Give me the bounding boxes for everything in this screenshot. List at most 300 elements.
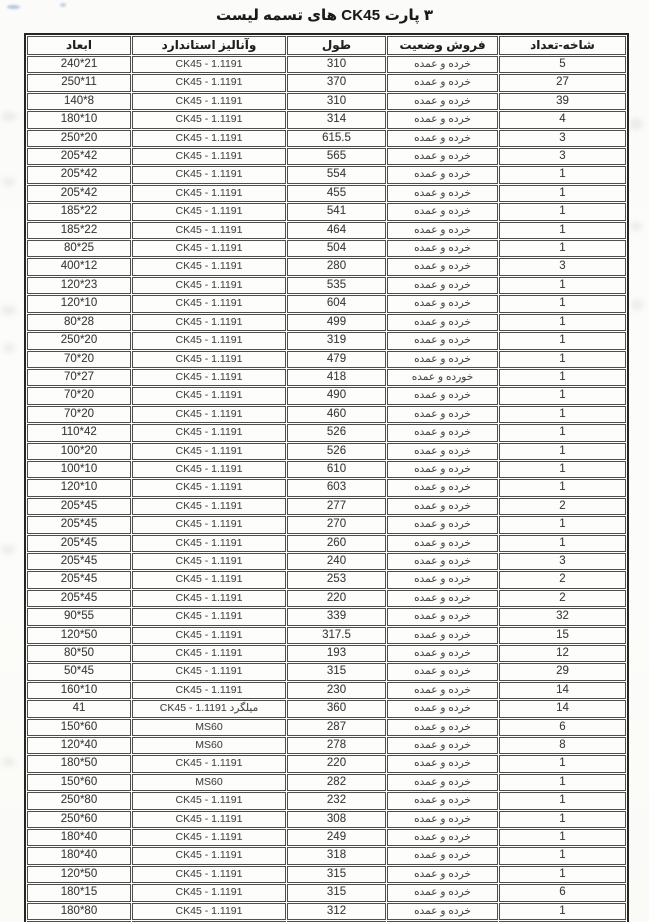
standard-cell: MS60 (132, 719, 286, 736)
dimensions-cell: 100*10 (27, 461, 131, 478)
count-cell: 1 (499, 774, 626, 791)
table-row (27, 369, 626, 386)
standard-cell: CK45 - 1.1191 (132, 627, 286, 644)
standard-cell: CK45 - 1.1191 (132, 884, 286, 901)
dimensions-cell: 160*10 (27, 682, 131, 699)
standard-cell: CK45 - 1.1191 (132, 295, 286, 312)
length-cell: 610 (287, 461, 386, 478)
length-cell: 317.5 (287, 627, 386, 644)
dimensions-cell: 180*80 (27, 903, 131, 920)
status-cell: عمده و خرده (387, 461, 498, 478)
standard-cell: CK45 - 1.1191 (132, 829, 286, 846)
length-cell: 220 (287, 590, 386, 607)
count-cell: 1 (499, 516, 626, 533)
table-row (27, 663, 626, 680)
count-cell: 1 (499, 387, 626, 404)
dimensions-cell: 205*45 (27, 498, 131, 515)
header-sales-status: وضعیت فروش (387, 36, 498, 55)
table-row (27, 443, 626, 460)
status-cell: عمده و خرده (387, 443, 498, 460)
dimensions-cell: 120*10 (27, 295, 131, 312)
count-cell: 3 (499, 258, 626, 275)
status-cell: عمده و خرده (387, 203, 498, 220)
standard-cell: CK45 - 1.1191 (132, 847, 286, 864)
length-cell: 418 (287, 369, 386, 386)
length-cell: 604 (287, 295, 386, 312)
table-row (27, 130, 626, 147)
status-cell: عمده و خرده (387, 222, 498, 239)
table-row (27, 553, 626, 570)
dimensions-cell: 250*20 (27, 130, 131, 147)
length-cell: 232 (287, 792, 386, 809)
table-row (27, 774, 626, 791)
status-cell: عمده و خرده (387, 185, 498, 202)
status-cell: عمده و خرده (387, 295, 498, 312)
count-cell: 3 (499, 553, 626, 570)
length-cell: 490 (287, 387, 386, 404)
table-row (27, 571, 626, 588)
standard-cell: CK45 - 1.1191 (132, 811, 286, 828)
status-cell: عمده و خرده (387, 332, 498, 349)
header-length: طول (287, 36, 386, 55)
status-cell: عمده و خرده (387, 111, 498, 128)
table-row (27, 811, 626, 828)
table-row (27, 351, 626, 368)
header-standard-analysis: استاندارد وآنالیز (132, 36, 286, 55)
status-cell: عمده و خرده (387, 571, 498, 588)
page-title: لیست تسمه های CK45 پارت ۳ (215, 7, 434, 24)
status-cell: عمده و خرده (387, 424, 498, 441)
table-row (27, 203, 626, 220)
table-row (27, 700, 626, 717)
status-cell: عمده و خرده (387, 847, 498, 864)
count-cell: 12 (499, 645, 626, 662)
standard-cell: CK45 - 1.1191 (132, 682, 286, 699)
table-row (27, 719, 626, 736)
header-dimensions: ابعاد (27, 36, 131, 55)
dimensions-cell: 70*27 (27, 369, 131, 386)
status-cell: عمده و خرده (387, 682, 498, 699)
status-cell: عمده و خرده (387, 387, 498, 404)
count-cell: 6 (499, 884, 626, 901)
length-cell: 312 (287, 903, 386, 920)
dimensions-cell: 180*40 (27, 847, 131, 864)
dimensions-cell: 205*42 (27, 148, 131, 165)
length-cell: 499 (287, 314, 386, 331)
dimensions-cell: 400*12 (27, 258, 131, 275)
dimensions-cell: 41 (27, 700, 131, 717)
status-cell: عمده و خرده (387, 590, 498, 607)
length-cell: 526 (287, 443, 386, 460)
length-cell: 554 (287, 166, 386, 183)
status-cell: عمده و خرده (387, 535, 498, 552)
status-cell: عمده و خرده (387, 737, 498, 754)
dimensions-cell: 110*42 (27, 424, 131, 441)
dimensions-cell: 150*60 (27, 719, 131, 736)
count-cell: 14 (499, 682, 626, 699)
length-cell: 282 (287, 774, 386, 791)
length-cell: 460 (287, 406, 386, 423)
standard-cell: CK45 - 1.1191 (132, 222, 286, 239)
table-row (27, 277, 626, 294)
standard-cell: CK45 - 1.1191 (132, 130, 286, 147)
count-cell: 1 (499, 424, 626, 441)
table-row (27, 535, 626, 552)
count-cell: 1 (499, 479, 626, 496)
status-cell: عمده و خرده (387, 56, 498, 73)
dimensions-cell: 90*55 (27, 608, 131, 625)
header-row (27, 36, 626, 55)
standard-cell: CK45 - 1.1191 (132, 479, 286, 496)
standard-cell: CK45 - 1.1191 (132, 258, 286, 275)
count-cell: 5 (499, 56, 626, 73)
length-cell: 464 (287, 222, 386, 239)
dimensions-cell: 180*10 (27, 111, 131, 128)
dimensions-cell: 80*28 (27, 314, 131, 331)
dimensions-cell: 205*45 (27, 516, 131, 533)
standard-cell: CK45 - 1.1191 (132, 185, 286, 202)
length-cell: 455 (287, 185, 386, 202)
count-cell: 32 (499, 608, 626, 625)
standard-cell: CK45 - 1.1191 (132, 903, 286, 920)
table-row (27, 240, 626, 257)
scan-smudge (1, 545, 15, 554)
dimensions-cell: 205*42 (27, 185, 131, 202)
count-cell: 1 (499, 829, 626, 846)
count-cell: 14 (499, 700, 626, 717)
length-cell: 278 (287, 737, 386, 754)
standard-cell: CK45 - 1.1191 (132, 387, 286, 404)
status-cell: عمده و خرده (387, 498, 498, 515)
count-cell: 1 (499, 295, 626, 312)
table-row (27, 166, 626, 183)
length-cell: 318 (287, 847, 386, 864)
count-cell: 1 (499, 351, 626, 368)
count-cell: 8 (499, 737, 626, 754)
dimensions-cell: 180*40 (27, 829, 131, 846)
count-cell: 2 (499, 590, 626, 607)
dimensions-cell: 70*20 (27, 387, 131, 404)
status-cell: عمده و خرده (387, 277, 498, 294)
length-cell: 260 (287, 535, 386, 552)
status-cell: عمده و خرده (387, 314, 498, 331)
status-cell: عمده و خرده (387, 719, 498, 736)
dimensions-cell: 205*42 (27, 166, 131, 183)
table-row (27, 516, 626, 533)
length-cell: 565 (287, 148, 386, 165)
table-row (27, 645, 626, 662)
scan-smudge (2, 758, 15, 766)
scan-smudge (1, 306, 16, 315)
table-row (27, 755, 626, 772)
length-cell: 319 (287, 332, 386, 349)
length-cell: 315 (287, 866, 386, 883)
standard-cell: CK45 - 1.1191 (132, 424, 286, 441)
table-body (27, 56, 626, 922)
table-row (27, 406, 626, 423)
standard-cell: CK45 - 1.1191 (132, 645, 286, 662)
length-cell: 277 (287, 498, 386, 515)
dimensions-cell: 140*8 (27, 93, 131, 110)
count-cell: 1 (499, 406, 626, 423)
status-cell: عمده و خرده (387, 166, 498, 183)
status-cell: عمده و خرده (387, 74, 498, 91)
length-cell: 230 (287, 682, 386, 699)
length-cell: 615.5 (287, 130, 386, 147)
strips-table (24, 33, 629, 922)
dimensions-cell: 240*21 (27, 56, 131, 73)
standard-cell: CK45 - 1.1191 (132, 351, 286, 368)
standard-cell: CK45 - 1.1191 (132, 277, 286, 294)
count-cell: 1 (499, 222, 626, 239)
status-cell: عمده و خرده (387, 240, 498, 257)
status-cell: عمده و خورده (387, 369, 498, 386)
standard-cell: CK45 - 1.1191 (132, 571, 286, 588)
count-cell: 1 (499, 203, 626, 220)
count-cell: 6 (499, 719, 626, 736)
standard-cell: CK45 - 1.1191 (132, 56, 286, 73)
standard-cell: CK45 - 1.1191 (132, 369, 286, 386)
status-cell: عمده و خرده (387, 479, 498, 496)
dimensions-cell: 250*11 (27, 74, 131, 91)
dimensions-cell: 185*22 (27, 203, 131, 220)
standard-cell: CK45 - 1.1191 (132, 590, 286, 607)
table-row (27, 866, 626, 883)
count-cell: 1 (499, 332, 626, 349)
length-cell: 315 (287, 884, 386, 901)
table-row (27, 627, 626, 644)
standard-cell: MS60 (132, 774, 286, 791)
length-cell: 541 (287, 203, 386, 220)
status-cell: عمده و خرده (387, 903, 498, 920)
length-cell: 240 (287, 553, 386, 570)
standard-cell: CK45 - 1.1191 (132, 406, 286, 423)
scan-smudge (2, 178, 15, 186)
count-cell: 1 (499, 755, 626, 772)
count-cell: 1 (499, 866, 626, 883)
status-cell: عمده و خرده (387, 406, 498, 423)
standard-cell: CK45 - 1.1191 (132, 755, 286, 772)
count-cell: 39 (499, 93, 626, 110)
length-cell: 270 (287, 516, 386, 533)
length-cell: 314 (287, 111, 386, 128)
table-row (27, 479, 626, 496)
table-row (27, 258, 626, 275)
count-cell: 15 (499, 627, 626, 644)
status-cell: عمده و خرده (387, 516, 498, 533)
length-cell: 479 (287, 351, 386, 368)
table-row (27, 792, 626, 809)
table-row (27, 56, 626, 73)
length-cell: 535 (287, 277, 386, 294)
status-cell: عمده و خرده (387, 645, 498, 662)
status-cell: عمده و خرده (387, 792, 498, 809)
status-cell: عمده و خرده (387, 829, 498, 846)
standard-cell: CK45 - 1.1191 (132, 553, 286, 570)
dimensions-cell: 205*45 (27, 553, 131, 570)
dimensions-cell: 205*45 (27, 571, 131, 588)
scan-smudge (1, 112, 17, 121)
table-row (27, 737, 626, 754)
count-cell: 29 (499, 663, 626, 680)
status-cell: عمده و خرده (387, 774, 498, 791)
table-row (27, 185, 626, 202)
status-cell: عمده و خرده (387, 866, 498, 883)
standard-cell: CK45 - 1.1191 (132, 792, 286, 809)
table-row (27, 387, 626, 404)
status-cell: عمده و خرده (387, 553, 498, 570)
count-cell: 1 (499, 314, 626, 331)
table-row (27, 608, 626, 625)
length-cell: 253 (287, 571, 386, 588)
length-cell: 504 (287, 240, 386, 257)
length-cell: 220 (287, 755, 386, 772)
standard-cell: CK45 - 1.1191 (132, 866, 286, 883)
dimensions-cell: 150*60 (27, 774, 131, 791)
length-cell: 526 (287, 424, 386, 441)
count-cell: 1 (499, 277, 626, 294)
dimensions-cell: 120*50 (27, 866, 131, 883)
table-row (27, 903, 626, 920)
status-cell: عمده و خرده (387, 700, 498, 717)
count-cell: 3 (499, 130, 626, 147)
table-row (27, 498, 626, 515)
length-cell: 315 (287, 663, 386, 680)
table-row (27, 295, 626, 312)
count-cell: 1 (499, 903, 626, 920)
standard-cell: CK45 - 1.1191 (132, 148, 286, 165)
standard-cell: CK45 - 1.1191 (132, 166, 286, 183)
count-cell: 1 (499, 461, 626, 478)
status-cell: عمده و خرده (387, 627, 498, 644)
dimensions-cell: 120*50 (27, 627, 131, 644)
scan-smudge (630, 222, 642, 231)
count-cell: 1 (499, 369, 626, 386)
status-cell: عمده و خرده (387, 608, 498, 625)
dimensions-cell: 205*45 (27, 590, 131, 607)
table-row (27, 93, 626, 110)
standard-cell: MS60 (132, 737, 286, 754)
dimensions-cell: 100*20 (27, 443, 131, 460)
standard-cell: CK45 - 1.1191 میلگرد (132, 700, 286, 717)
length-cell: 308 (287, 811, 386, 828)
count-cell: 1 (499, 443, 626, 460)
count-cell: 1 (499, 240, 626, 257)
standard-cell: CK45 - 1.1191 (132, 74, 286, 91)
standard-cell: CK45 - 1.1191 (132, 498, 286, 515)
status-cell: عمده و خرده (387, 148, 498, 165)
count-cell: 1 (499, 792, 626, 809)
status-cell: عمده و خرده (387, 884, 498, 901)
count-cell: 2 (499, 571, 626, 588)
count-cell: 1 (499, 185, 626, 202)
dimensions-cell: 250*80 (27, 792, 131, 809)
standard-cell: CK45 - 1.1191 (132, 332, 286, 349)
length-cell: 370 (287, 74, 386, 91)
dimensions-cell: 50*45 (27, 663, 131, 680)
header-count-branches: تعداد-شاخه (499, 36, 626, 55)
count-cell: 1 (499, 166, 626, 183)
length-cell: 339 (287, 608, 386, 625)
standard-cell: CK45 - 1.1191 (132, 535, 286, 552)
table-row (27, 74, 626, 91)
count-cell: 2 (499, 498, 626, 515)
status-cell: عمده و خرده (387, 130, 498, 147)
table-row (27, 461, 626, 478)
standard-cell: CK45 - 1.1191 (132, 443, 286, 460)
scan-smudge (3, 344, 15, 352)
count-cell: 27 (499, 74, 626, 91)
standard-cell: CK45 - 1.1191 (132, 461, 286, 478)
dimensions-cell: 80*50 (27, 645, 131, 662)
table-row (27, 884, 626, 901)
standard-cell: CK45 - 1.1191 (132, 516, 286, 533)
scan-smudge (629, 118, 643, 130)
length-cell: 310 (287, 56, 386, 73)
status-cell: عمده و خرده (387, 811, 498, 828)
standard-cell: CK45 - 1.1191 (132, 663, 286, 680)
dimensions-cell: 250*20 (27, 332, 131, 349)
table-row (27, 222, 626, 239)
length-cell: 310 (287, 93, 386, 110)
table-row (27, 847, 626, 864)
count-cell: 1 (499, 535, 626, 552)
length-cell: 280 (287, 258, 386, 275)
table-row (27, 148, 626, 165)
standard-cell: CK45 - 1.1191 (132, 240, 286, 257)
standard-cell: CK45 - 1.1191 (132, 93, 286, 110)
dimensions-cell: 120*40 (27, 737, 131, 754)
dimensions-cell: 185*22 (27, 222, 131, 239)
status-cell: عمده و خرده (387, 93, 498, 110)
scan-smudge (631, 300, 643, 310)
status-cell: عمده و خرده (387, 663, 498, 680)
table-row (27, 314, 626, 331)
standard-cell: CK45 - 1.1191 (132, 608, 286, 625)
length-cell: 360 (287, 700, 386, 717)
standard-cell: CK45 - 1.1191 (132, 314, 286, 331)
status-cell: عمده و خرده (387, 258, 498, 275)
standard-cell: CK45 - 1.1191 (132, 111, 286, 128)
dimensions-cell: 120*23 (27, 277, 131, 294)
dimensions-cell: 250*60 (27, 811, 131, 828)
dimensions-cell: 180*15 (27, 884, 131, 901)
length-cell: 249 (287, 829, 386, 846)
length-cell: 287 (287, 719, 386, 736)
dimensions-cell: 120*10 (27, 479, 131, 496)
dimensions-cell: 180*50 (27, 755, 131, 772)
dimensions-cell: 70*20 (27, 351, 131, 368)
table-row (27, 829, 626, 846)
table-row (27, 332, 626, 349)
table-row (27, 424, 626, 441)
length-cell: 603 (287, 479, 386, 496)
status-cell: عمده و خرده (387, 755, 498, 772)
dimensions-cell: 205*45 (27, 535, 131, 552)
length-cell: 193 (287, 645, 386, 662)
table-row (27, 111, 626, 128)
table-row (27, 682, 626, 699)
status-cell: عمده و خرده (387, 351, 498, 368)
count-cell: 4 (499, 111, 626, 128)
table-row (27, 590, 626, 607)
count-cell: 3 (499, 148, 626, 165)
count-cell: 1 (499, 847, 626, 864)
dimensions-cell: 80*25 (27, 240, 131, 257)
dimensions-cell: 70*20 (27, 406, 131, 423)
count-cell: 1 (499, 811, 626, 828)
standard-cell: CK45 - 1.1191 (132, 203, 286, 220)
